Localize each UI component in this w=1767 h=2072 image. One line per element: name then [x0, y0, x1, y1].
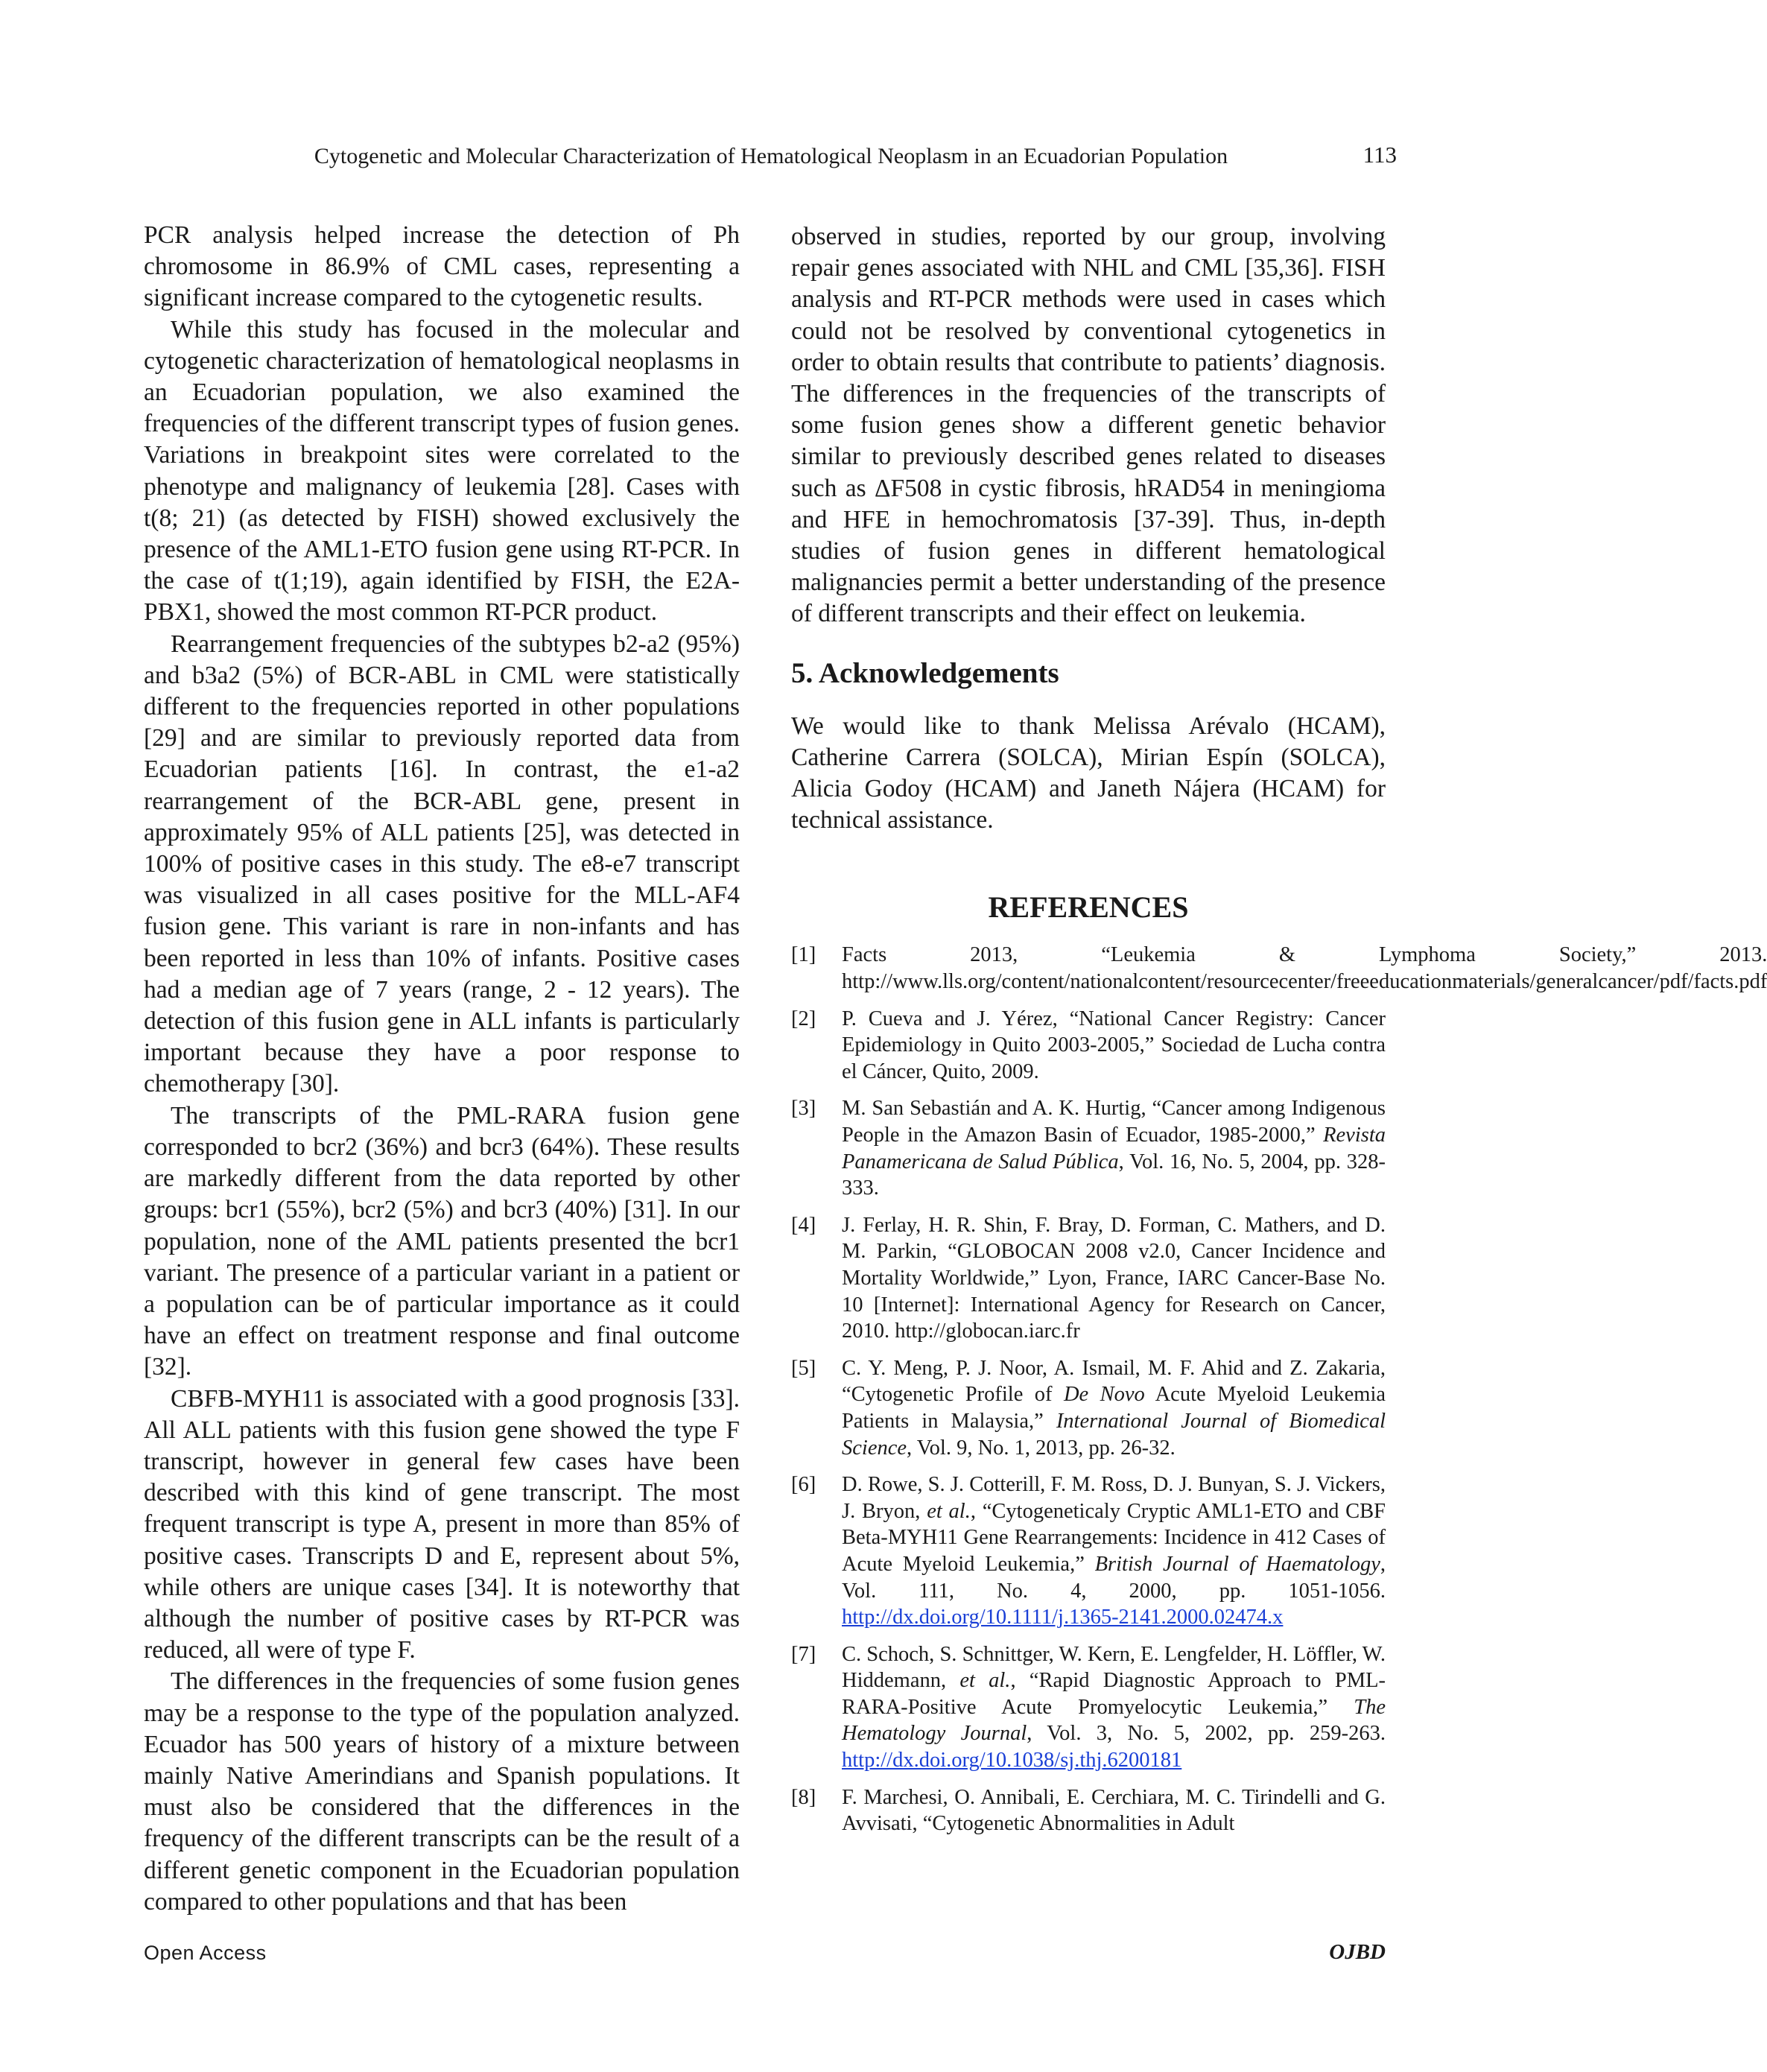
right-column: [791, 221, 1767, 1848]
reference-number: [3]: [791, 1097, 816, 1121]
reference-italic-text: et al.: [959, 1669, 1011, 1693]
reference-doi-link[interactable]: http://dx.doi.org/10.1111/j.1365-2141.2000.02474.x: [842, 1606, 1284, 1629]
reference-item: [791, 942, 1767, 995]
reference-text-segment: C. Y. Meng, P. J. Noor, A. Ismail, M. F. Ahid and Z. Zakaria, “Cytogenetic Profile of: [842, 1356, 1386, 1407]
body-paragraph-continuation: observed in studies, reported by our group, involving repair genes associated with NHL and CML [35,36]. FISH analysis and RT-PCR methods were used in cases which could not be resolved by conventional cytogenetics in order to obtain results that contribute to patients’ diagnosis. The differences in the frequencies of the transcripts of some fusion genes show a different genetic behavior similar to previously described genes related to diseases such as ΔF508 in cystic fibrosis, hRAD54 in meningioma and HFE in hemochromatosis [37-39]. Thus, in-depth studies of fusion genes in different hematological malignancies permit a better understanding of the presence of different transcripts and their effect on leukemia.: [791, 223, 1386, 628]
reference-item: [791, 1784, 1386, 1837]
reference-text-segment: , “Cytogeneticaly Cryptic AML1-ETO and CBF Beta-MYH11 Gene Rearrangements: Incidence in 412 Cases of Acute Myeloid Leukemia,”: [842, 1499, 1386, 1576]
reference-text-segment: J. Ferlay, H. R. Shin, F. Bray, D. Forman, C. Mathers, and D. M. Parkin, “GLOBOCAN 2008 v2.0, Cancer Incidence and Mortality Worldwide,” Lyon, France, IARC Cancer-Base No. 10 [Internet]: International Agency for Research on Cancer, 2010. http://globocan.iarc.fr: [842, 1213, 1386, 1343]
reference-italic-text: Revista Panamericana de Salud Pública: [842, 1124, 1386, 1173]
page-number: 113: [1362, 142, 1397, 168]
reference-text: [842, 1212, 1386, 1345]
reference-number: [8]: [791, 1785, 816, 1809]
reference-text: [842, 1006, 1386, 1086]
acknowledgements-heading: 5. Acknowledgements: [791, 656, 1059, 689]
left-column: [144, 220, 740, 1918]
reference-item: [791, 1471, 1386, 1631]
reference-text-segment: Facts 2013, “Leukemia & Lymphoma Society,” 2013. http://www.lls.org/content/nationalcontent/resourcecenter/freeeducationmaterials/generalcancer/pdf/facts.pdf: [842, 943, 1767, 994]
reference-text-segment: M. San Sebastián and A. K. Hurtig, “Cancer among Indigenous People in the Amazon Basin of Ecuador, 1985-2000,”: [842, 1097, 1386, 1147]
reference-text: [842, 942, 1767, 995]
reference-doi-link[interactable]: http://dx.doi.org/10.1038/sj.thj.6200181: [842, 1749, 1182, 1772]
footer-open-access: Open Access: [144, 1942, 267, 1964]
reference-italic-text: International Journal of Biomedical Science: [842, 1409, 1386, 1460]
reference-text-segment: Acute Myeloid Leukemia Patients in Malaysia,”: [842, 1383, 1386, 1433]
body-paragraph: Rearrangement frequencies of the subtypes b2-a2 (95%) and b3a2 (5%) of BCR-ABL in CML were statistically different to the frequencies reported in other populations [29] and are similar to previously reported data from Ecuadorian patients [16]. In contrast, the e1-a2 rearrangement of the BCR-ABL gene, present in approximately 95% of ALL patients [25], was detected in 100% of positive cases in this study. The e8-e7 transcript was visualized in all cases positive for the MLL-AF4 fusion gene. This variant is rare in non-infants and has been reported in less than 10% of infants. Positive cases had a median age of 7 years (range, 2 - 12 years). The detection of this fusion gene in ALL infants is particularly important because they have a poor response to chemotherapy [30].: [144, 630, 740, 1098]
reference-text-segment: , Vol. 9, No. 1, 2013, pp. 26-32.: [907, 1436, 1176, 1460]
reference-number: [5]: [791, 1356, 816, 1380]
body-paragraph: CBFB-MYH11 is associated with a good prognosis [33]. All ALL patients with this fusion gene showed the type F transcript, however in general few cases have been described with this kind of gene transcript. The most frequent transcript is type A, present in more than 85% of positive cases. Transcripts D and E, represent about 5%, while others are unique cases [34]. It is noteworthy that although the number of positive cases by RT-PCR was reduced, all were of type F.: [144, 1384, 740, 1664]
reference-text: [842, 1095, 1386, 1201]
reference-text: [842, 1355, 1386, 1461]
reference-text: [842, 1471, 1386, 1631]
reference-text-segment: C. Schoch, S. Schnittger, W. Kern, E. Lengfelder, H. Löffler, W. Hiddemann,: [842, 1642, 1386, 1693]
reference-text-segment: , Vol. 16, No. 5, 2004, pp. 328-333.: [842, 1150, 1386, 1200]
reference-italic-text: The Hematology Journal: [842, 1695, 1386, 1746]
reference-item: [791, 1355, 1386, 1461]
reference-italic-text: De Novo: [1063, 1383, 1145, 1407]
reference-item: [791, 1641, 1386, 1774]
footer-journal: OJBD: [1329, 1940, 1386, 1964]
reference-number: [2]: [791, 1007, 816, 1030]
reference-text-segment: , Vol. 111, No. 4, 2000, pp. 1051-1056.: [842, 1552, 1386, 1603]
references-heading: REFERENCES: [988, 890, 1189, 925]
reference-number: [4]: [791, 1213, 816, 1237]
reference-item: [791, 1095, 1386, 1201]
reference-item: [791, 1212, 1386, 1345]
reference-text-segment: , “Rapid Diagnostic Approach to PML-RARA-Positive Acute Promyelocytic Leukemia,”: [842, 1669, 1386, 1719]
reference-text: [842, 1641, 1386, 1774]
acknowledgements-text: We would like to thank Melissa Arévalo (HCAM), Catherine Carrera (SOLCA), Mirian Espín (SOLCA), Alicia Godoy (HCAM) and Janeth Nájera (HCAM) for technical assistance.: [791, 712, 1386, 834]
reference-text-segment: , Vol. 3, No. 5, 2002, pp. 259-263.: [1027, 1722, 1386, 1746]
reference-text: [842, 1784, 1386, 1837]
reference-number: [1]: [791, 943, 816, 967]
reference-list: [791, 942, 1767, 1837]
body-paragraph: While this study has focused in the molecular and cytogenetic characterization of hematological neoplasms in an Ecuadorian population, we also examined the frequencies of the different transcript types of fusion genes. Variations in breakpoint sites were correlated to the phenotype and malignancy of leukemia [28]. Cases with t(8; 21) (as detected by FISH) showed exclusively the presence of the AML1-ETO fusion gene using RT-PCR. In the case of t(1;19), again identified by FISH, the E2A-PBX1, showed the most common RT-PCR product.: [144, 315, 740, 627]
body-paragraph: The differences in the frequencies of some fusion genes may be a response to the type of the population analyzed. Ecuador has 500 years of history of a mixture between mainly Native Amerindians and Spanish populations. It must also be considered that the differences in the frequency of the different transcripts can be the result of a different genetic component in the Ecuadorian population compared to other populations and that has been: [144, 1667, 740, 1916]
body-paragraph: PCR analysis helped increase the detection of Ph chromosome in 86.9% of CML cases, representing a significant increase compared to the cytogenetic results.: [144, 221, 740, 312]
running-title: Cytogenetic and Molecular Characterization of Hematological Neoplasm in an Ecuadorian Population: [314, 144, 1228, 168]
reference-italic-text: et al.: [927, 1499, 971, 1523]
reference-text-segment: D. Rowe, S. J. Cotterill, F. M. Ross, D. J. Bunyan, S. J. Vickers, J. Bryon,: [842, 1473, 1386, 1523]
reference-item: [791, 1006, 1386, 1086]
reference-text-segment: F. Marchesi, O. Annibali, E. Cerchiara, M. C. Tirindelli and G. Avvisati, “Cytogenetic Abnormalities in Adult: [842, 1785, 1386, 1836]
reference-text-segment: P. Cueva and J. Yérez, “National Cancer Registry: Cancer Epidemiology in Quito 2003-2005,” Sociedad de Lucha contra el Cáncer, Quito, 2009.: [842, 1007, 1386, 1083]
reference-number: [7]: [791, 1642, 816, 1666]
reference-number: [6]: [791, 1473, 816, 1497]
reference-italic-text: British Journal of Haematology: [1094, 1552, 1380, 1576]
body-paragraph: The transcripts of the PML-RARA fusion gene corresponded to bcr2 (36%) and bcr3 (64%). These results are markedly different from the data reported by other groups: bcr1 (55%), bcr2 (5%) and bcr3 (40%) [31]. In our population, none of the AML patients presented the bcr1 variant. The presence of a particular variant in a patient or a population can be of particular importance as it could have an effect on treatment response and final outcome [32].: [144, 1101, 740, 1381]
